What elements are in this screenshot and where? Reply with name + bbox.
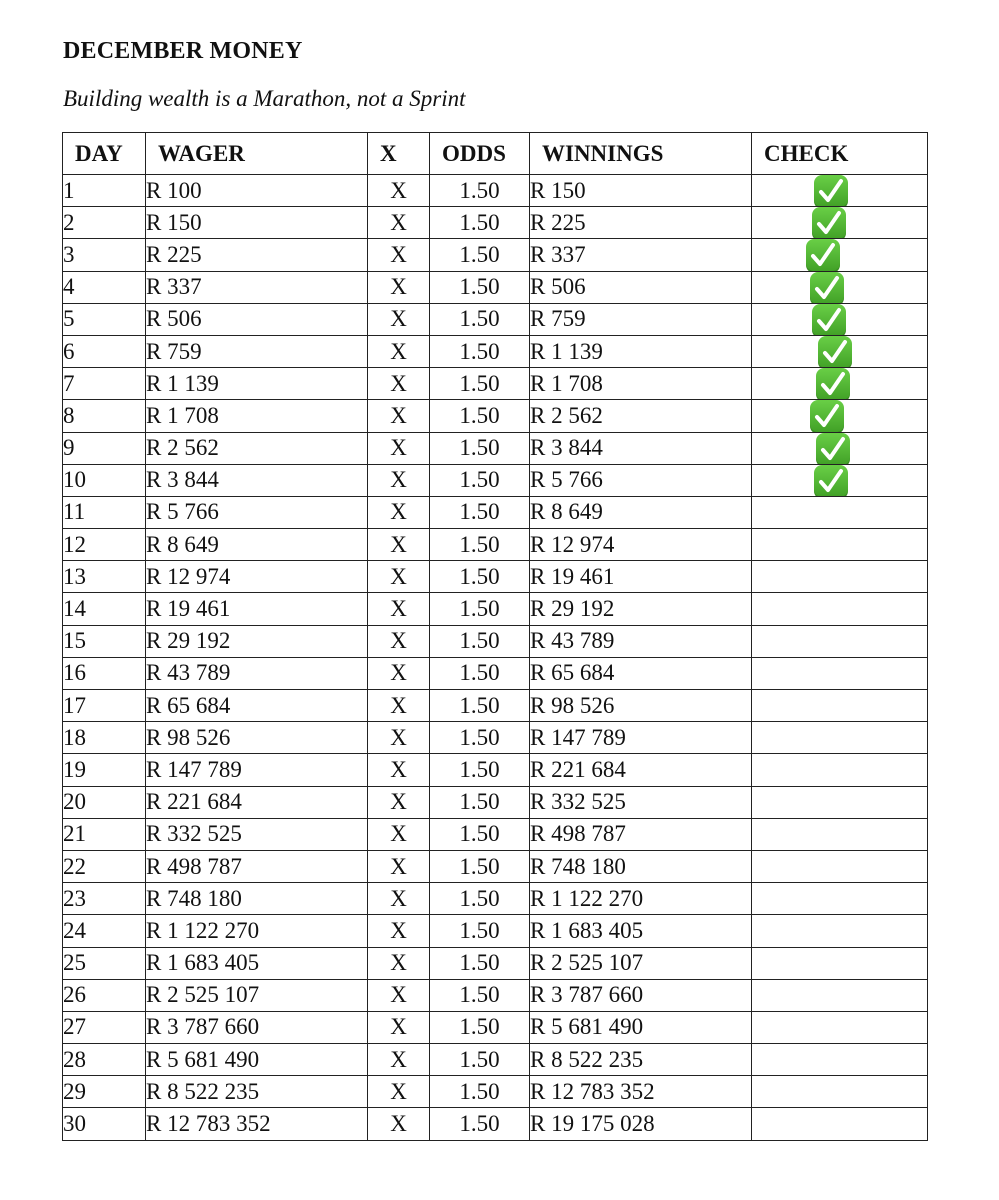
check-mark-icon xyxy=(810,272,844,304)
wager-cell: R 65 684 xyxy=(146,690,368,722)
odds-cell: 1.50 xyxy=(430,1011,530,1043)
check-mark-icon xyxy=(818,336,852,368)
day-cell: 24 xyxy=(63,915,146,947)
wager-cell: R 225 xyxy=(146,239,368,271)
odds-cell: 1.50 xyxy=(430,722,530,754)
multiplier-cell: X xyxy=(368,561,430,593)
wager-cell: R 337 xyxy=(146,271,368,303)
check-cell xyxy=(752,625,928,657)
odds-cell: 1.50 xyxy=(430,786,530,818)
day-cell: 29 xyxy=(63,1076,146,1108)
day-cell: 4 xyxy=(63,271,146,303)
winnings-cell: R 29 192 xyxy=(530,593,752,625)
multiplier-cell: X xyxy=(368,529,430,561)
wager-cell: R 5 681 490 xyxy=(146,1044,368,1076)
winnings-cell: R 1 708 xyxy=(530,368,752,400)
day-cell: 27 xyxy=(63,1011,146,1043)
odds-cell: 1.50 xyxy=(430,1108,530,1140)
check-cell xyxy=(752,464,928,496)
wager-cell: R 150 xyxy=(146,207,368,239)
header-winnings: WINNINGS xyxy=(530,133,752,175)
day-cell: 19 xyxy=(63,754,146,786)
wager-cell: R 8 522 235 xyxy=(146,1076,368,1108)
check-cell xyxy=(752,303,928,335)
check-cell xyxy=(752,175,928,207)
day-cell: 30 xyxy=(63,1108,146,1140)
multiplier-cell: X xyxy=(368,690,430,722)
table-row xyxy=(63,207,928,239)
multiplier-cell: X xyxy=(368,657,430,689)
check-cell xyxy=(752,947,928,979)
wager-cell: R 221 684 xyxy=(146,786,368,818)
winnings-cell: R 3 844 xyxy=(530,432,752,464)
winnings-cell: R 147 789 xyxy=(530,722,752,754)
winnings-cell: R 12 783 352 xyxy=(530,1076,752,1108)
multiplier-cell: X xyxy=(368,400,430,432)
multiplier-cell: X xyxy=(368,335,430,367)
winnings-cell: R 5 766 xyxy=(530,464,752,496)
winnings-cell: R 8 649 xyxy=(530,496,752,528)
odds-cell: 1.50 xyxy=(430,593,530,625)
table-row xyxy=(63,979,928,1011)
odds-cell: 1.50 xyxy=(430,947,530,979)
table-row xyxy=(63,561,928,593)
odds-cell: 1.50 xyxy=(430,303,530,335)
check-mark-icon xyxy=(812,304,846,336)
winnings-cell: R 2 562 xyxy=(530,400,752,432)
wager-cell: R 332 525 xyxy=(146,818,368,850)
table-row xyxy=(63,850,928,882)
multiplier-cell: X xyxy=(368,593,430,625)
check-mark-icon xyxy=(816,368,850,400)
check-cell xyxy=(752,786,928,818)
check-mark-icon xyxy=(812,207,846,239)
winnings-cell: R 98 526 xyxy=(530,690,752,722)
table-row xyxy=(63,496,928,528)
odds-cell: 1.50 xyxy=(430,690,530,722)
winnings-cell: R 43 789 xyxy=(530,625,752,657)
multiplier-cell: X xyxy=(368,947,430,979)
table-row xyxy=(63,335,928,367)
day-cell: 2 xyxy=(63,207,146,239)
check-cell xyxy=(752,850,928,882)
odds-cell: 1.50 xyxy=(430,335,530,367)
multiplier-cell: X xyxy=(368,464,430,496)
winnings-cell: R 332 525 xyxy=(530,786,752,818)
multiplier-cell: X xyxy=(368,979,430,1011)
multiplier-cell: X xyxy=(368,786,430,818)
winnings-cell: R 506 xyxy=(530,271,752,303)
multiplier-cell: X xyxy=(368,496,430,528)
multiplier-cell: X xyxy=(368,175,430,207)
check-cell xyxy=(752,432,928,464)
wager-cell: R 147 789 xyxy=(146,754,368,786)
check-cell xyxy=(752,400,928,432)
wager-cell: R 2 525 107 xyxy=(146,979,368,1011)
odds-cell: 1.50 xyxy=(430,368,530,400)
table-row xyxy=(63,175,928,207)
check-cell xyxy=(752,818,928,850)
day-cell: 18 xyxy=(63,722,146,754)
table-row xyxy=(63,239,928,271)
winnings-cell: R 1 683 405 xyxy=(530,915,752,947)
multiplier-cell: X xyxy=(368,303,430,335)
check-cell xyxy=(752,1076,928,1108)
check-cell xyxy=(752,722,928,754)
winnings-cell: R 5 681 490 xyxy=(530,1011,752,1043)
odds-cell: 1.50 xyxy=(430,464,530,496)
odds-cell: 1.50 xyxy=(430,175,530,207)
check-cell xyxy=(752,335,928,367)
check-cell xyxy=(752,915,928,947)
check-cell xyxy=(752,561,928,593)
odds-cell: 1.50 xyxy=(430,529,530,561)
table-row xyxy=(63,947,928,979)
odds-cell: 1.50 xyxy=(430,850,530,882)
odds-cell: 1.50 xyxy=(430,207,530,239)
wager-cell: R 759 xyxy=(146,335,368,367)
winnings-cell: R 221 684 xyxy=(530,754,752,786)
wager-cell: R 2 562 xyxy=(146,432,368,464)
day-cell: 23 xyxy=(63,883,146,915)
winnings-cell: R 19 175 028 xyxy=(530,1108,752,1140)
odds-cell: 1.50 xyxy=(430,979,530,1011)
wager-cell: R 5 766 xyxy=(146,496,368,528)
day-cell: 3 xyxy=(63,239,146,271)
day-cell: 26 xyxy=(63,979,146,1011)
odds-cell: 1.50 xyxy=(430,400,530,432)
multiplier-cell: X xyxy=(368,1044,430,1076)
check-mark-icon xyxy=(810,400,844,432)
winnings-cell: R 498 787 xyxy=(530,818,752,850)
header-wager: WAGER xyxy=(146,133,368,175)
day-cell: 22 xyxy=(63,850,146,882)
wager-table xyxy=(62,132,928,1141)
wager-cell: R 3 787 660 xyxy=(146,1011,368,1043)
multiplier-cell: X xyxy=(368,271,430,303)
table-row xyxy=(63,883,928,915)
wager-cell: R 1 122 270 xyxy=(146,915,368,947)
odds-cell: 1.50 xyxy=(430,239,530,271)
odds-cell: 1.50 xyxy=(430,883,530,915)
wager-cell: R 29 192 xyxy=(146,625,368,657)
header-day: DAY xyxy=(63,133,146,175)
winnings-cell: R 12 974 xyxy=(530,529,752,561)
multiplier-cell: X xyxy=(368,754,430,786)
check-cell xyxy=(752,690,928,722)
winnings-cell: R 1 139 xyxy=(530,335,752,367)
table-row xyxy=(63,818,928,850)
check-mark-icon xyxy=(816,433,850,465)
winnings-cell: R 759 xyxy=(530,303,752,335)
header-odds: ODDS xyxy=(430,133,530,175)
check-cell xyxy=(752,657,928,689)
day-cell: 1 xyxy=(63,175,146,207)
wager-cell: R 1 683 405 xyxy=(146,947,368,979)
multiplier-cell: X xyxy=(368,1011,430,1043)
odds-cell: 1.50 xyxy=(430,625,530,657)
winnings-cell: R 3 787 660 xyxy=(530,979,752,1011)
day-cell: 21 xyxy=(63,818,146,850)
multiplier-cell: X xyxy=(368,207,430,239)
table-row xyxy=(63,1044,928,1076)
page-title: DECEMBER MONEY xyxy=(63,38,303,64)
day-cell: 17 xyxy=(63,690,146,722)
day-cell: 10 xyxy=(63,464,146,496)
wager-cell: R 3 844 xyxy=(146,464,368,496)
check-cell xyxy=(752,239,928,271)
odds-cell: 1.50 xyxy=(430,915,530,947)
table-row xyxy=(63,786,928,818)
day-cell: 15 xyxy=(63,625,146,657)
odds-cell: 1.50 xyxy=(430,271,530,303)
multiplier-cell: X xyxy=(368,883,430,915)
multiplier-cell: X xyxy=(368,850,430,882)
winnings-cell: R 65 684 xyxy=(530,657,752,689)
multiplier-cell: X xyxy=(368,818,430,850)
check-mark-icon xyxy=(814,175,848,207)
wager-cell: R 8 649 xyxy=(146,529,368,561)
winnings-cell: R 225 xyxy=(530,207,752,239)
header-x: X xyxy=(368,133,430,175)
check-mark-icon xyxy=(806,239,840,271)
table-row xyxy=(63,432,928,464)
multiplier-cell: X xyxy=(368,432,430,464)
table-row xyxy=(63,303,928,335)
table-row xyxy=(63,754,928,786)
page-subtitle: Building wealth is a Marathon, not a Sprint xyxy=(63,86,466,111)
table-row xyxy=(63,400,928,432)
day-cell: 11 xyxy=(63,496,146,528)
day-cell: 25 xyxy=(63,947,146,979)
wager-cell: R 748 180 xyxy=(146,883,368,915)
day-cell: 7 xyxy=(63,368,146,400)
check-cell xyxy=(752,883,928,915)
check-cell xyxy=(752,1011,928,1043)
day-cell: 8 xyxy=(63,400,146,432)
winnings-cell: R 1 122 270 xyxy=(530,883,752,915)
table-row xyxy=(63,657,928,689)
odds-cell: 1.50 xyxy=(430,818,530,850)
table-row xyxy=(63,593,928,625)
wager-cell: R 19 461 xyxy=(146,593,368,625)
day-cell: 6 xyxy=(63,335,146,367)
multiplier-cell: X xyxy=(368,915,430,947)
check-cell xyxy=(752,529,928,561)
winnings-cell: R 150 xyxy=(530,175,752,207)
winnings-cell: R 8 522 235 xyxy=(530,1044,752,1076)
wager-cell: R 1 139 xyxy=(146,368,368,400)
header-check: CHECK xyxy=(752,133,928,175)
check-cell xyxy=(752,368,928,400)
winnings-cell: R 19 461 xyxy=(530,561,752,593)
check-mark-icon xyxy=(814,465,848,497)
table-row xyxy=(63,1108,928,1140)
table-row xyxy=(63,722,928,754)
day-cell: 5 xyxy=(63,303,146,335)
wager-cell: R 12 783 352 xyxy=(146,1108,368,1140)
wager-cell: R 98 526 xyxy=(146,722,368,754)
check-cell xyxy=(752,754,928,786)
day-cell: 9 xyxy=(63,432,146,464)
wager-cell: R 43 789 xyxy=(146,657,368,689)
winnings-cell: R 337 xyxy=(530,239,752,271)
wager-cell: R 506 xyxy=(146,303,368,335)
table-header-row xyxy=(63,133,928,175)
wager-cell: R 12 974 xyxy=(146,561,368,593)
day-cell: 13 xyxy=(63,561,146,593)
check-cell xyxy=(752,1108,928,1140)
odds-cell: 1.50 xyxy=(430,657,530,689)
multiplier-cell: X xyxy=(368,368,430,400)
table-row xyxy=(63,1076,928,1108)
check-cell xyxy=(752,496,928,528)
table-row xyxy=(63,690,928,722)
day-cell: 20 xyxy=(63,786,146,818)
multiplier-cell: X xyxy=(368,722,430,754)
multiplier-cell: X xyxy=(368,1076,430,1108)
check-cell xyxy=(752,1044,928,1076)
table-row xyxy=(63,271,928,303)
odds-cell: 1.50 xyxy=(430,561,530,593)
wager-cell: R 1 708 xyxy=(146,400,368,432)
winnings-cell: R 2 525 107 xyxy=(530,947,752,979)
day-cell: 12 xyxy=(63,529,146,561)
odds-cell: 1.50 xyxy=(430,1076,530,1108)
table-row xyxy=(63,529,928,561)
check-cell xyxy=(752,271,928,303)
odds-cell: 1.50 xyxy=(430,432,530,464)
wager-cell: R 498 787 xyxy=(146,850,368,882)
wager-cell: R 100 xyxy=(146,175,368,207)
odds-cell: 1.50 xyxy=(430,496,530,528)
check-cell xyxy=(752,593,928,625)
odds-cell: 1.50 xyxy=(430,754,530,786)
odds-cell: 1.50 xyxy=(430,1044,530,1076)
winnings-cell: R 748 180 xyxy=(530,850,752,882)
check-cell xyxy=(752,207,928,239)
day-cell: 28 xyxy=(63,1044,146,1076)
multiplier-cell: X xyxy=(368,625,430,657)
table-row xyxy=(63,368,928,400)
multiplier-cell: X xyxy=(368,1108,430,1140)
day-cell: 14 xyxy=(63,593,146,625)
table-row xyxy=(63,464,928,496)
table-row xyxy=(63,1011,928,1043)
table-row xyxy=(63,625,928,657)
multiplier-cell: X xyxy=(368,239,430,271)
table-row xyxy=(63,915,928,947)
day-cell: 16 xyxy=(63,657,146,689)
check-cell xyxy=(752,979,928,1011)
